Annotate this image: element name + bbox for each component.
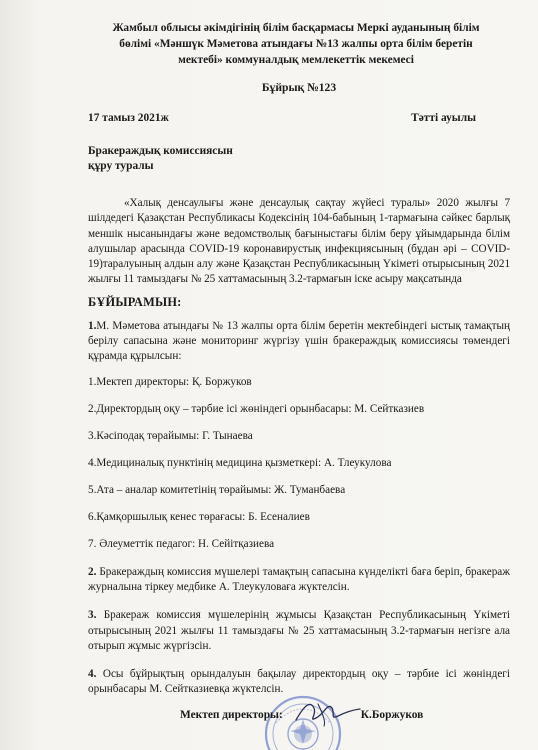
list-item: 1.Мектеп директоры: Қ. Боржуков bbox=[88, 375, 252, 388]
list-item: 6.Қамқоршылық кенес төрағасы: Б. Есеналиев bbox=[88, 510, 310, 523]
item-number: 3. bbox=[88, 609, 97, 622]
item-text: Бракераж комиссия мүшелерінің жұмысы Қазақстан Республикасының Үкіметі отырысының 2021 жылғы 11 тамыздағы № 25 хаттамасының 3.2-тармағын негізге ала отырып жұмыс жүргізсін. bbox=[88, 609, 510, 652]
list-item: 3.Кәсіподақ төрайымы: Г. Тынаева bbox=[88, 429, 253, 442]
commission-members-list bbox=[88, 375, 510, 552]
item-text: Осы бұйрықтың орындалуын бақылау директордың оқу – тәрбие ісі жөніндегі орынбасары М. Сейтказиевқа жүктелсін. bbox=[88, 668, 510, 696]
list-item: 7. Әлеуметтік педагог: Н. Сейітқазиева bbox=[88, 537, 275, 550]
date-place-row bbox=[88, 112, 510, 124]
header-line-3: мектебі» коммуналдық мемлекеттік мекемесі bbox=[178, 54, 414, 66]
preamble-paragraph: «Халық денсаулығы және денсаулық сақтау жүйесі туралы» 2020 жылғы 7 шілдедегі Қазақстан Республикасы Кодексінің 104-бабының 1-тармағына сәйкес барлық меншік нысанындағы және ведомстволық бағыныстағы білім беру ұйымдарында білім алушылар арасында COVID-19 коронавирустық инфекциясының (бұдан әрі – COVID-19)таралуының алдын алу және Қазақстан Республикасының Үкіметі отырысының 2021 жылғы 11 тамыздағы № 25 хаттамасының 3.2-тармағын іске асыру мақсатында bbox=[88, 197, 510, 286]
command-heading: БҰЙЫРАМЫН: bbox=[88, 294, 182, 309]
order-place: Тәтті ауылы bbox=[411, 112, 476, 124]
signature-title: Мектеп директоры: bbox=[180, 709, 283, 721]
list-item: 4.Медициналық пунктінің медицина қызметкері: А. Тлеукулова bbox=[88, 456, 392, 469]
header-line-2: бөлімі «Мәншүк Мәметова атындағы №13 жалпы орта білім беретін bbox=[119, 38, 473, 50]
item-text: Бракераждың комиссия мүшелері тамақтың сапасына күнделікті баға беріп, бракераж журналына тіркеу медбике А. Тлеукуловаға жүктелсін. bbox=[88, 565, 510, 593]
signature-row bbox=[180, 709, 423, 721]
order-subject bbox=[88, 144, 510, 174]
item-number: 1. bbox=[88, 319, 97, 332]
item-number: 2. bbox=[88, 565, 97, 578]
item-number: 4. bbox=[88, 668, 97, 681]
item-1-paragraph bbox=[88, 319, 510, 365]
signature-name: К.Боржуков bbox=[360, 709, 424, 721]
item-text: М. Мәметова атындағы № 13 жалпы орта білім беретін мектебіндегі ыстық тамақтың берілу сапасына және мониторинг жүргізу үшін бракераждық комиссиясы төмендегі құрамда құрылсын: bbox=[88, 319, 510, 363]
header-line-1: Жамбыл облысы әкімдігінің білім басқармасы Меркі ауданының білім bbox=[112, 22, 480, 34]
organization-header bbox=[82, 20, 510, 68]
list-item: 5.Ата – аналар комитетінің төрайымы: Ж. Туманбаева bbox=[88, 483, 346, 496]
order-title: Бұйрық №123 bbox=[261, 81, 337, 94]
subject-line-1: Бракераждық комиссиясын bbox=[88, 145, 233, 157]
item-2-paragraph bbox=[88, 565, 510, 596]
order-date: 17 тамыз 2021ж bbox=[88, 112, 169, 124]
subject-line-2: құру туралы bbox=[88, 160, 154, 172]
list-item: 2.Директордың оқу – тәрбие ісі жөніндегі орынбасары: М. Сейтказиев bbox=[88, 402, 425, 415]
item-3-paragraph bbox=[88, 608, 510, 654]
